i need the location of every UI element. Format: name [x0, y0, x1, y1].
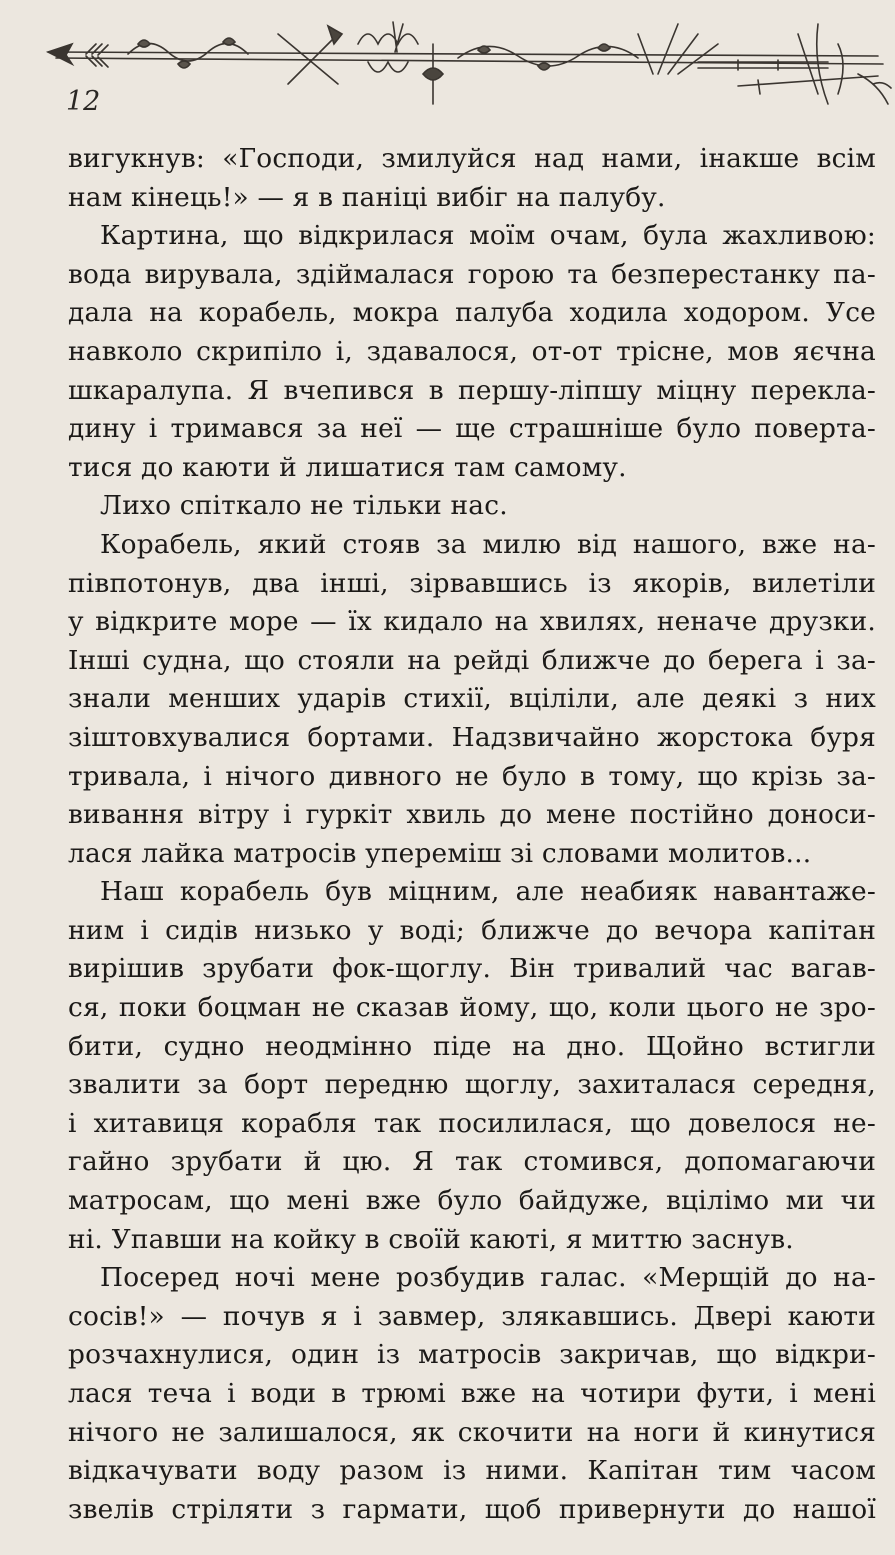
text-line: у відкрите море — їх кидало на хвилях, неначе друзки.: [68, 606, 876, 638]
text-line: шкаралупа. Я вчепився в першу-ліпшу міцну перекла-: [68, 374, 876, 406]
text-line: ним і сидів низько у воді; ближче до вечора капітан: [68, 914, 876, 946]
text-line: бити, судно неодмінно піде на дно. Щойно встигли: [68, 1030, 876, 1062]
page-number: 12: [66, 86, 101, 117]
text-line: матросам, що мені вже було байдуже, вцілімо ми чи: [68, 1185, 876, 1217]
text-line: Корабель, який стояв за милю від нашого, вже на-: [100, 528, 876, 560]
paragraph: [68, 487, 876, 526]
text-line: відкачувати воду разом із ними. Капітан тим часом: [68, 1455, 876, 1487]
text-line: Картина, що відкрилася моїм очам, була жахливою:: [100, 220, 876, 252]
text-line: ся, поки боцман не сказав йому, що, коли цього не зро-: [68, 992, 876, 1024]
text-line: знали менших ударів стихії, вціліли, але деякі з них: [68, 683, 876, 715]
text-line: вода вирувала, здіймалася горою та безперестанку па-: [68, 258, 876, 290]
book-text-body: [68, 140, 876, 1529]
text-line: Лихо спіткало не тільки нас.: [100, 490, 508, 522]
text-line: звелів стріляти з гармати, щоб привернути до нашої: [68, 1493, 876, 1525]
text-line: і хитавиця корабля так посилилася, що довелося не-: [68, 1107, 876, 1139]
text-line: ні. Упавши на койку в своїй каюті, я миттю заснув.: [68, 1223, 794, 1255]
text-line: гайно зрубати й цю. Я так стомився, допомагаючи: [68, 1146, 876, 1178]
paragraph: [68, 217, 876, 487]
text-line: навколо скрипіло і, здавалося, от-от трісне, мов яєчна: [68, 335, 876, 367]
text-line: тривала, і нічого дивного не було в тому, що крізь за-: [68, 760, 876, 792]
text-line: тися до каюти й лишатися там самому.: [68, 451, 627, 483]
decorative-header-ornament: [38, 14, 895, 110]
text-line: лася лайка матросів упереміш зі словами молитов...: [68, 837, 812, 869]
text-line: вигукнув: «Господи, змилуйся над нами, інакше всім: [68, 143, 876, 174]
text-line: дину і тримався за неї — ще страшніше було поверта-: [68, 413, 876, 445]
text-line: Інші судна, що стояли на рейді ближче до берега і за-: [68, 644, 876, 676]
paragraph: [68, 1259, 876, 1529]
text-line: Посеред ночі мене розбудив галас. «Мерщій до на-: [100, 1262, 876, 1294]
paragraph: [68, 140, 876, 217]
text-line: вивання вітру і гуркіт хвиль до мене постійно доноси-: [68, 799, 876, 831]
text-line: Наш корабель був міцним, але неабияк навантаже-: [100, 876, 876, 908]
text-line: дала на корабель, мокра палуба ходила ходором. Усе: [68, 297, 876, 329]
text-line: розчахнулися, один із матросів закричав, що відкри-: [68, 1339, 876, 1371]
paragraph: [68, 873, 876, 1259]
text-line: сосів!» — почув я і завмер, злякавшись. Двері каюти: [68, 1300, 876, 1332]
text-line: зіштовхувалися бортами. Надзвичайно жорстока буря: [68, 721, 876, 753]
text-line: звалити за борт передню щоглу, захиталася середня,: [68, 1069, 876, 1101]
paragraph: [68, 526, 876, 873]
text-line: півпотонув, два інші, зірвавшись із якорів, вилетіли: [68, 567, 876, 599]
text-line: лася теча і води в трюмі вже на чотири фути, і мені: [68, 1378, 876, 1409]
text-line: нам кінець!» — я в паніці вибіг на палубу.: [68, 181, 666, 213]
text-line: вирішив зрубати фок-щоглу. Він тривалий час вагав-: [68, 953, 876, 985]
text-line: нічого не залишалося, як скочити на ноги й кинутися: [68, 1416, 876, 1448]
